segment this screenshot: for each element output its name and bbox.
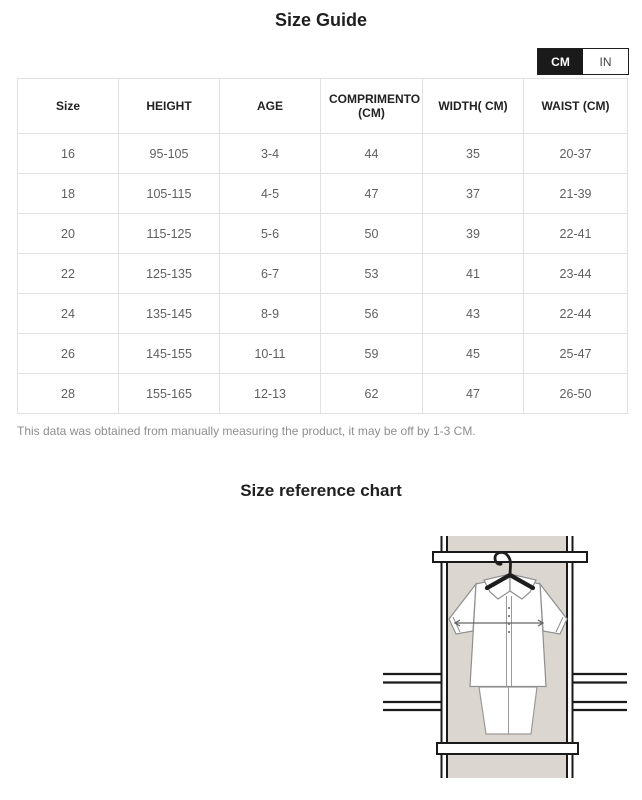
- table-row: [18, 134, 628, 174]
- table-cell: 25-47: [524, 334, 628, 374]
- table-cell: 24: [18, 294, 119, 334]
- size-table: [17, 78, 628, 414]
- table-cell: 43: [423, 294, 524, 334]
- table-header-row: [18, 79, 628, 134]
- size-table-header: [18, 79, 628, 134]
- size-table-body: [18, 134, 628, 414]
- table-cell: 95-105: [119, 134, 220, 174]
- table-row: [18, 214, 628, 254]
- table-cell: 155-165: [119, 374, 220, 414]
- table-cell: 10-11: [220, 334, 321, 374]
- header-age: AGE: [220, 79, 321, 134]
- table-cell: 23-44: [524, 254, 628, 294]
- table-cell: 39: [423, 214, 524, 254]
- header-waist: WAIST (CM): [524, 79, 628, 134]
- closet-rail-bottom: [437, 743, 578, 754]
- table-cell: 59: [321, 334, 423, 374]
- unit-toggle-cm[interactable]: CM: [538, 49, 583, 74]
- table-cell: 115-125: [119, 214, 220, 254]
- header-comprimento: COMPRIMENTO (CM): [321, 79, 423, 134]
- table-cell: 8-9: [220, 294, 321, 334]
- table-cell: 45: [423, 334, 524, 374]
- table-cell: 105-115: [119, 174, 220, 214]
- page-title: Size Guide: [274, 10, 368, 30]
- table-row: [18, 294, 628, 334]
- header-width: WIDTH( CM): [423, 79, 524, 134]
- table-cell: 12-13: [220, 374, 321, 414]
- shirt-body: [470, 580, 546, 687]
- table-row: [18, 174, 628, 214]
- table-row: [18, 254, 628, 294]
- table-cell: 22-44: [524, 294, 628, 334]
- table-cell: 62: [321, 374, 423, 414]
- wardrobe-shirt-width-diagram: [382, 534, 642, 780]
- table-cell: 18: [18, 174, 119, 214]
- table-cell: 35: [423, 134, 524, 174]
- shelf-lines-right: [573, 674, 627, 710]
- table-cell: 145-155: [119, 334, 220, 374]
- pants-illustration: [479, 687, 537, 734]
- unit-toggle: [537, 48, 629, 75]
- unit-toggle-in[interactable]: IN: [599, 54, 612, 69]
- table-cell: 26-50: [524, 374, 628, 414]
- table-cell: 16: [18, 134, 119, 174]
- table-cell: 6-7: [220, 254, 321, 294]
- table-cell: 4-5: [220, 174, 321, 214]
- table-row: [18, 374, 628, 414]
- table-cell: 53: [321, 254, 423, 294]
- table-cell: 56: [321, 294, 423, 334]
- table-cell: 28: [18, 374, 119, 414]
- table-cell: 22-41: [524, 214, 628, 254]
- section-title-reference-chart: Size reference chart: [240, 481, 402, 500]
- table-cell: 5-6: [220, 214, 321, 254]
- table-cell: 41: [423, 254, 524, 294]
- table-cell: 125-135: [119, 254, 220, 294]
- table-cell: 20: [18, 214, 119, 254]
- table-cell: 20-37: [524, 134, 628, 174]
- table-cell: 47: [423, 374, 524, 414]
- table-cell: 3-4: [220, 134, 321, 174]
- table-cell: 47: [321, 174, 423, 214]
- shelf-lines-left: [383, 674, 441, 710]
- table-cell: 26: [18, 334, 119, 374]
- table-cell: 50: [321, 214, 423, 254]
- table-cell: 21-39: [524, 174, 628, 214]
- table-cell: 22: [18, 254, 119, 294]
- table-row: [18, 334, 628, 374]
- table-cell: 135-145: [119, 294, 220, 334]
- measurement-disclaimer: This data was obtained from manually measuring the product, it may be off by 1-3 CM.: [17, 424, 476, 438]
- table-cell: 44: [321, 134, 423, 174]
- header-height: HEIGHT: [119, 79, 220, 134]
- table-cell: 37: [423, 174, 524, 214]
- header-size: Size: [18, 79, 119, 134]
